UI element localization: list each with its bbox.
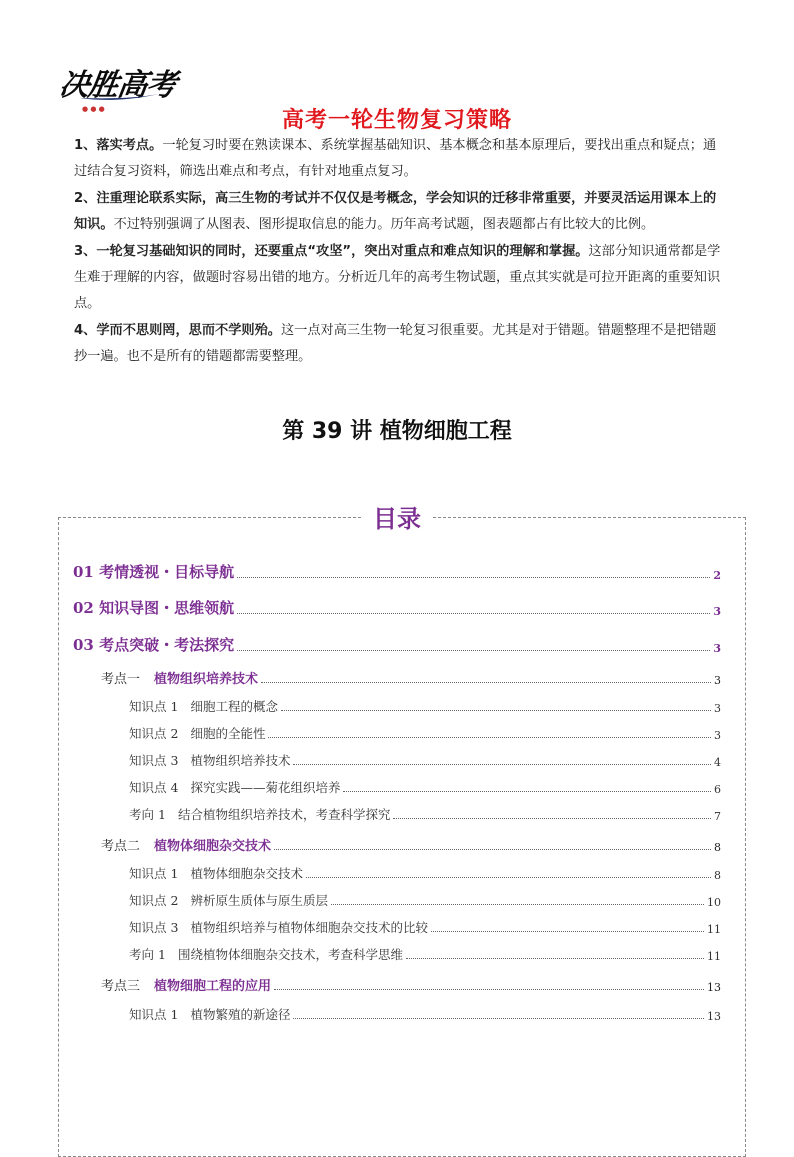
toc-row-label: 03 考点突破・考法探究 — [73, 636, 235, 654]
toc-item-link[interactable] — [129, 945, 721, 963]
toc-box — [58, 517, 746, 1157]
toc-row-label — [129, 751, 290, 769]
toc-page-number: 10 — [707, 896, 721, 909]
toc-dot-leader — [343, 790, 711, 792]
toc-row-label — [129, 805, 390, 823]
toc-item-link[interactable] — [129, 1005, 721, 1023]
toc-dot-leader — [237, 649, 710, 651]
toc-row-title: 探究实践——菊花组织培养 — [190, 780, 341, 795]
toc-item-link[interactable] — [129, 805, 721, 823]
toc-row-title: 辨析原生质体与原生质层 — [190, 893, 328, 908]
toc-heading — [0, 499, 794, 534]
strategy-item-bold: 1、落实考点。 — [74, 138, 163, 153]
toc-page-number: 13 — [707, 981, 721, 994]
toc-topic-link[interactable] — [101, 668, 721, 687]
toc-dot-leader — [237, 612, 710, 614]
logo-swoosh-icon — [78, 88, 178, 102]
toc-page-number: 3 — [713, 605, 721, 618]
strategy-item-text: 这一点对高三生物一轮复习很重要。尤其是对于错题。错题整理不是把错题抄一遍。也不是所有的错题都需要整理。 — [74, 322, 717, 365]
toc-item-link[interactable] — [129, 724, 721, 742]
toc-row-label — [129, 778, 340, 796]
toc-dot-leader — [431, 930, 704, 932]
toc-row-title: 结合植物组织培养技术，考查科学探究 — [177, 807, 391, 822]
toc-row-label — [129, 697, 278, 715]
strategy-list — [74, 133, 724, 371]
toc-heading-text: 目录 — [361, 499, 433, 534]
toc-row-prefix: 考点二 — [101, 839, 141, 854]
toc-row-label — [129, 891, 328, 909]
toc-dot-leader — [268, 736, 711, 738]
toc-row-title: 植物组织培养与植物体细胞杂交技术的比较 — [190, 920, 428, 935]
toc-dot-leader — [274, 988, 704, 990]
toc-item-link[interactable] — [129, 918, 721, 936]
strategy-item-text: 这部分知识通常都是学生难于理解的内容，做题时容易出错的地方。分析近几年的高考生物试题，重点其实就是可拉开距离的重要知识点。 — [74, 243, 721, 312]
toc-row-prefix: 考向 1 — [129, 807, 166, 822]
toc-item-link[interactable] — [129, 697, 721, 715]
toc-page-number: 3 — [714, 702, 721, 715]
toc-page-number: 8 — [714, 869, 721, 882]
toc-row-prefix: 考点三 — [101, 979, 141, 994]
toc-dot-leader — [331, 903, 704, 905]
toc-item-link[interactable] — [129, 751, 721, 769]
toc-row-title: 细胞工程的概念 — [190, 699, 278, 714]
toc-topic-link[interactable] — [101, 975, 721, 994]
strategy-item-text: 不过特别强调了从图表、图形提取信息的能力。历年高考试题，图表题都占有比较大的比例。 — [113, 217, 655, 233]
toc-item-link[interactable] — [129, 891, 721, 909]
toc-item-link[interactable] — [129, 778, 721, 796]
logo-text: 决胜高考 — [57, 68, 178, 103]
toc-dot-leader — [293, 763, 711, 765]
toc-row-prefix: 知识点 3 — [129, 920, 179, 935]
strategy-title: 高考一轮生物复习策略 — [281, 108, 512, 133]
toc-dot-leader — [393, 817, 711, 819]
toc-row-prefix: 知识点 3 — [129, 753, 179, 768]
toc-row-title: 细胞的全能性 — [190, 726, 266, 741]
toc-row-prefix: 知识点 1 — [129, 866, 179, 881]
strategy-item — [74, 239, 724, 318]
toc-row-title: 植物细胞工程的应用 — [154, 979, 272, 994]
toc-row-title: 植物组织培养技术 — [154, 672, 259, 687]
toc-row-title: 植物繁殖的新途径 — [190, 1007, 291, 1022]
toc-dot-leader — [293, 1017, 704, 1019]
toc-row-label — [101, 668, 258, 687]
toc-row-prefix: 知识点 2 — [129, 893, 179, 908]
toc-row-prefix: 知识点 1 — [129, 699, 179, 714]
toc-dot-leader — [261, 681, 711, 683]
toc-page-number: 11 — [707, 950, 721, 963]
toc-dot-leader — [237, 576, 710, 578]
toc-row-label — [129, 864, 303, 882]
toc-page-number: 13 — [707, 1010, 721, 1023]
toc-row-label — [129, 945, 403, 963]
strategy-item-bold: 4、学而不思则罔，思而不学则殆。 — [74, 322, 281, 338]
toc-row-prefix: 知识点 2 — [129, 726, 179, 741]
toc-page-number: 2 — [713, 569, 721, 582]
toc-page-number: 7 — [714, 810, 721, 823]
toc-row-prefix: 考点一 — [101, 672, 141, 687]
toc-dot-leader — [406, 957, 704, 959]
toc-row-title: 植物组织培养技术 — [190, 753, 291, 768]
strategy-item — [74, 318, 724, 371]
toc-row-label — [101, 835, 271, 854]
toc-row-title: 植物体细胞杂交技术 — [190, 866, 303, 881]
toc-row-label — [101, 975, 271, 994]
toc-section-link[interactable] — [73, 561, 721, 582]
toc-row-prefix: 考向 1 — [129, 947, 166, 962]
lecture-title: 第 39 讲 植物细胞工程 — [282, 419, 512, 444]
toc-page-number: 4 — [714, 756, 721, 769]
toc-row-label — [129, 724, 265, 742]
toc-dot-leader — [274, 848, 711, 850]
logo-decoration-icon: ● ● ● — [82, 105, 105, 113]
toc-page-number: 3 — [713, 642, 721, 655]
toc-page-number: 3 — [714, 674, 721, 687]
toc-row-title: 植物体细胞杂交技术 — [154, 839, 272, 854]
toc-topic-link[interactable] — [101, 835, 721, 854]
toc-row-title: 围绕植物体细胞杂交技术，考查科学思维 — [177, 947, 403, 962]
strategy-item — [74, 133, 724, 186]
strategy-item-text: 一轮复习时要在熟读课本、系统掌握基础知识、基本概念和基本原理后，要找出重点和疑点；通过结合复习资料，筛选出难点和考点，有针对地重点复习。 — [74, 138, 717, 180]
toc-row-label — [129, 918, 428, 936]
strategy-item-bold: 3、一轮复习基础知识的同时，还要重点“攻坚”，突出对重点和难点知识的理解和掌握。 — [74, 243, 589, 259]
toc-row-label: 01 考情透视・目标导航 — [73, 563, 235, 581]
toc-row-prefix: 知识点 1 — [129, 1007, 179, 1022]
toc-page-number: 8 — [714, 841, 721, 854]
toc-page-number: 11 — [707, 923, 721, 936]
toc-row-prefix: 知识点 4 — [129, 780, 179, 795]
toc-section-link[interactable] — [73, 634, 721, 655]
toc-dot-leader — [306, 876, 711, 878]
toc-row-label — [129, 1005, 290, 1023]
toc-page-number: 6 — [714, 783, 721, 796]
toc-item-link[interactable] — [129, 864, 721, 882]
toc-page-number: 3 — [714, 729, 721, 742]
strategy-item-bold: 2、注重理论联系实际，高三生物的考试并不仅仅是考概念，学会知识的迁移非常重要，并要灵活运用课本上的知识。 — [74, 190, 717, 233]
strategy-item — [74, 186, 724, 239]
toc-row-label: 02 知识导图・思维领航 — [73, 599, 235, 617]
toc-dot-leader — [281, 709, 711, 711]
toc-section-link[interactable] — [73, 597, 721, 618]
